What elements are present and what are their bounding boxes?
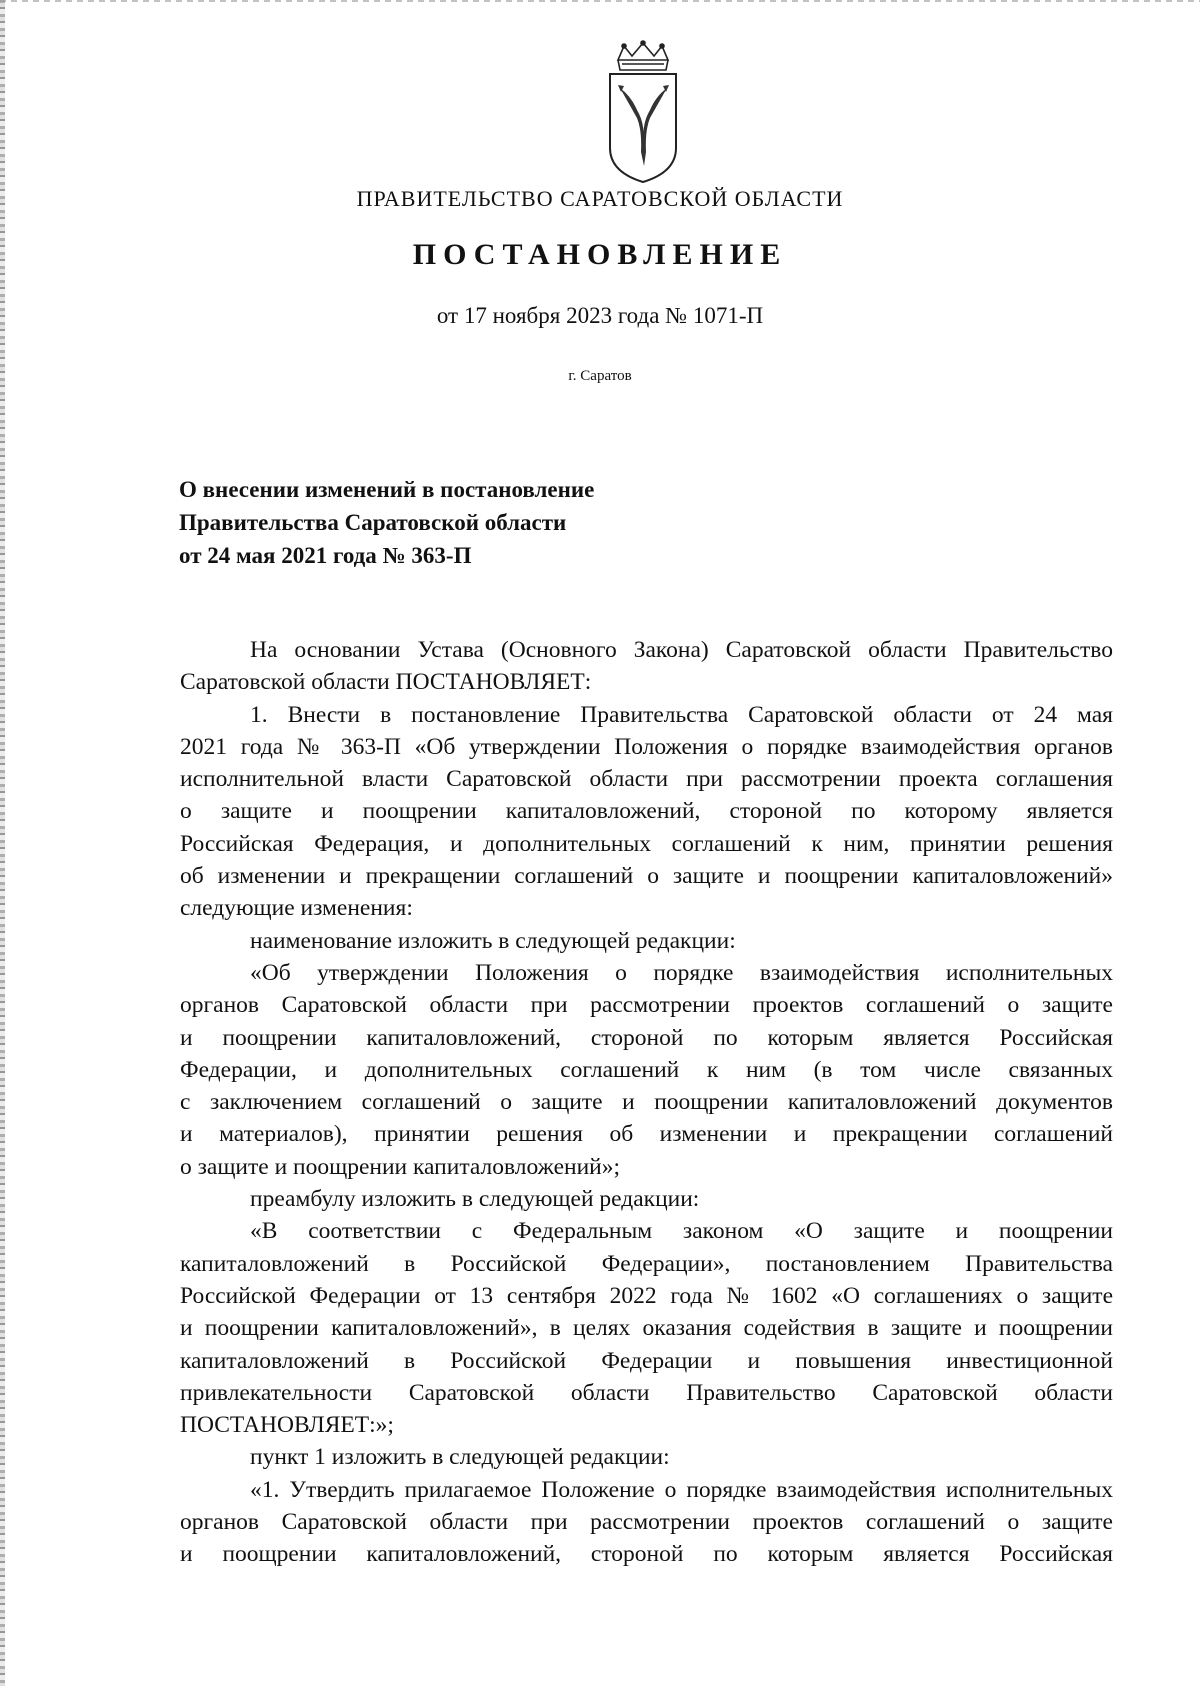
document-date-number: от 17 ноября 2023 года № 1071-П [436, 303, 764, 328]
document-body [180, 634, 1113, 1571]
body-line: «1. Утвердить прилагаемое Положение о порядке взаимодействия исполнительных [250, 1476, 1113, 1503]
document-type: ПОСТАНОВЛЕНИЕ [412, 238, 788, 271]
body-line: органов Саратовской области при рассмотрении проектов соглашений о защите [180, 992, 1113, 1019]
body-line: Российская Федерация, и дополнительных соглашений к ним, принятии решения [180, 830, 1113, 857]
body-line: об изменении и прекращении соглашений о защите и поощрении капиталовложений» [180, 863, 1113, 890]
body-line: преамбулу изложить в следующей редакции: [250, 1186, 700, 1213]
body-line: и поощрении капиталовложений, стороной по которым является Российская [180, 1024, 1113, 1051]
body-line: следующие изменения: [180, 895, 413, 922]
body-line: 2021 года № 363-П «Об утверждении Положения о порядке взаимодействия органов [180, 733, 1113, 760]
body-line: и поощрении капиталовложений, стороной по которым является Российская [180, 1541, 1113, 1568]
body-line: привлекательности Саратовской области Правительство Саратовской области [180, 1379, 1113, 1406]
body-line: Федерации, и дополнительных соглашений к ним (в том числе связанных [180, 1056, 1113, 1083]
body-line: На основании Устава (Основного Закона) Саратовской области Правительство [250, 637, 1113, 663]
document-place: г. Саратов [568, 368, 632, 384]
body-line: с заключением соглашений о защите и поощрении капиталовложений документов [180, 1089, 1113, 1116]
scan-edge-top [0, 0, 1200, 2]
body-line: и материалов), принятии решения об изменении и прекращении соглашений [180, 1121, 1113, 1148]
body-line: капиталовложений в Российской Федерации и повышения инвестиционной [180, 1347, 1113, 1374]
body-line: пункт 1 изложить в следующей редакции: [250, 1444, 670, 1471]
body-line: «Об утверждении Положения о порядке взаимодействия исполнительных [250, 959, 1113, 986]
body-line: органов Саратовской области при рассмотрении проектов соглашений о защите [180, 1509, 1113, 1536]
body-line: Российской Федерации от 13 сентября 2022 года № 1602 «О соглашениях о защите [180, 1282, 1113, 1309]
title-line: О внесении изменений в постановление [179, 477, 595, 502]
title-line: от 24 мая 2021 года № 363-П [179, 543, 472, 568]
body-line: о защите и поощрении капиталовложений, стороной по которому является [180, 798, 1113, 825]
body-line: «В соответствии с Федеральным законом «О защите и поощрении [250, 1218, 1113, 1245]
body-line: исполнительной власти Саратовской области при рассмотрении проекта соглашения [180, 766, 1113, 793]
body-line: и поощрении капиталовложений», в целях оказания содействия в защите и поощрении [180, 1315, 1113, 1342]
body-line: 1. Внести в постановление Правительства Саратовской области от 24 мая [250, 701, 1113, 728]
body-line: о защите и поощрении капиталовложений»; [180, 1153, 621, 1180]
body-line: наименование изложить в следующей редакции: [250, 927, 736, 954]
government-name: ПРАВИТЕЛЬСТВО САРАТОВСКОЙ ОБЛАСТИ [356, 186, 844, 211]
title-line: Правительства Саратовской области [179, 510, 567, 535]
coat-of-arms-icon [604, 40, 682, 190]
body-line: Саратовской области ПОСТАНОВЛЯЕТ: [180, 669, 592, 696]
document-title [179, 473, 779, 572]
body-line: ПОСТАНОВЛЯЕТ:»; [180, 1412, 394, 1439]
body-line: капиталовложений в Российской Федерации», постановлением Правительства [180, 1250, 1113, 1277]
